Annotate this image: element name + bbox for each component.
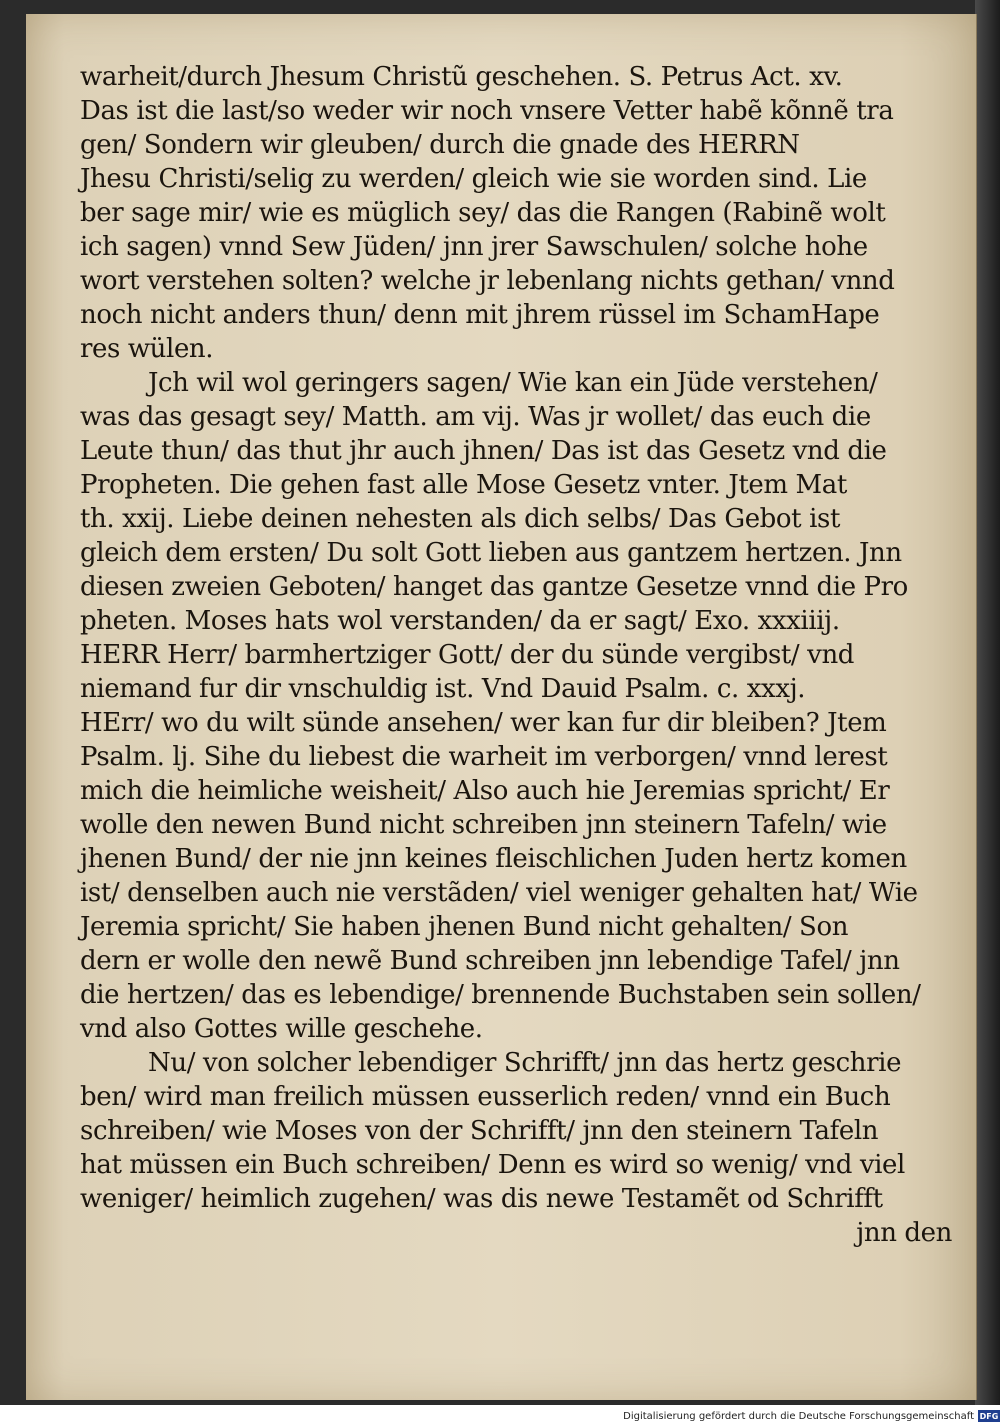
text-line: Leute thun/ das thut jhr auch jhnen/ Das ist das Gesetz vnd die [80,436,887,466]
book-spine [975,0,1000,1405]
text-line: HErr/ wo du wilt sünde ansehen/ wer kan fur dir bleiben? Jtem [80,708,887,738]
text-line: Jch wil wol geringers sagen/ Wie kan ein Jüde verstehen/ [148,368,878,398]
footer-text: Digitalisierung gefördert durch die Deutsche Forschungsgemeinschaft [623,1410,974,1422]
text-line: warheit/durch Jhesum Christũ geschehen. S. Petrus Act. xv. [80,62,843,92]
text-line: dern er wolle den newẽ Bund schreiben jnn lebendige Tafel/ jnn [80,946,900,976]
text-line: weniger/ heimlich zugehen/ was dis newe Testamẽt od Schrifft [80,1184,883,1214]
text-line: vnd also Gottes wille geschehe. [80,1014,483,1044]
text-line: schreiben/ wie Moses von der Schrifft/ jnn den steinern Tafeln [80,1116,879,1146]
text-line: res wülen. [80,334,214,364]
text-line: th. xxij. Liebe deinen nehesten als dich selbs/ Das Gebot ist [80,504,840,534]
text-line: diesen zweien Geboten/ hanget das gantze Gesetze vnnd die Pro [80,572,908,602]
text-line: mich die heimliche weisheit/ Also auch hie Jeremias spricht/ Er [80,776,890,806]
text-line: Propheten. Die gehen fast alle Mose Gesetz vnter. Jtem Mat [80,470,847,500]
text-line: HERR Herr/ barmhertziger Gott/ der du sünde vergibst/ vnd [80,640,855,670]
text-line: gleich dem ersten/ Du solt Gott lieben aus gantzem hertzen. Jnn [80,538,902,568]
text-line: hat müssen ein Buch schreiben/ Denn es wird so wenig/ vnd viel [80,1150,905,1180]
text-line: Jhesu Christi/selig zu werden/ gleich wie sie worden sind. Lie [80,164,867,194]
text-line: Jeremia spricht/ Sie haben jhenen Bund nicht gehalten/ Son [80,912,849,942]
dfg-logo: DFG [979,1411,999,1421]
text-line: ber sage mir/ wie es müglich sey/ das die Rangen (Rabinẽ wolt [80,198,886,228]
text-line: gen/ Sondern wir gleuben/ durch die gnade des HERRN [80,130,800,160]
text-line: ben/ wird man freilich müssen eusserlich reden/ vnnd ein Buch [80,1082,891,1112]
text-line: Das ist die last/so weder wir noch vnsere Vetter habẽ kõnnẽ tra [80,96,894,126]
text-line: wort verstehen solten? welche jr lebenlang nichts gethan/ vnnd [80,266,895,296]
digitization-footer [600,1408,1000,1424]
text-line: Psalm. lj. Sihe du liebest die warheit im verborgen/ vnnd lerest [80,742,888,772]
text-block [80,60,960,1250]
text-line: jhenen Bund/ der nie jnn keines fleischlichen Juden hertz komen [80,844,907,874]
text-line: ich sagen) vnnd Sew Jüden/ jnn jrer Sawschulen/ solche hohe [80,232,868,262]
text-line: noch nicht anders thun/ denn mit jhrem rüssel im SchamHape [80,300,880,330]
text-line: ist/ denselben auch nie verstãden/ viel weniger gehalten hat/ Wie [80,878,918,908]
text-line: Nu/ von solcher lebendiger Schrifft/ jnn das hertz geschrie [148,1048,902,1078]
catchword: jnn den [856,1218,952,1248]
text-line: pheten. Moses hats wol verstanden/ da er sagt/ Exo. xxxiiij. [80,606,840,636]
text-line: was das gesagt sey/ Matth. am vij. Was jr wollet/ das euch die [80,402,871,432]
text-line: niemand fur dir vnschuldig ist. Vnd Dauid Psalm. c. xxxj. [80,674,806,704]
book-page [26,14,977,1400]
text-line: die hertzen/ das es lebendige/ brennende Buchstaben sein sollen/ [80,980,921,1010]
text-line: wolle den newen Bund nicht schreiben jnn steinern Tafeln/ wie [80,810,887,840]
